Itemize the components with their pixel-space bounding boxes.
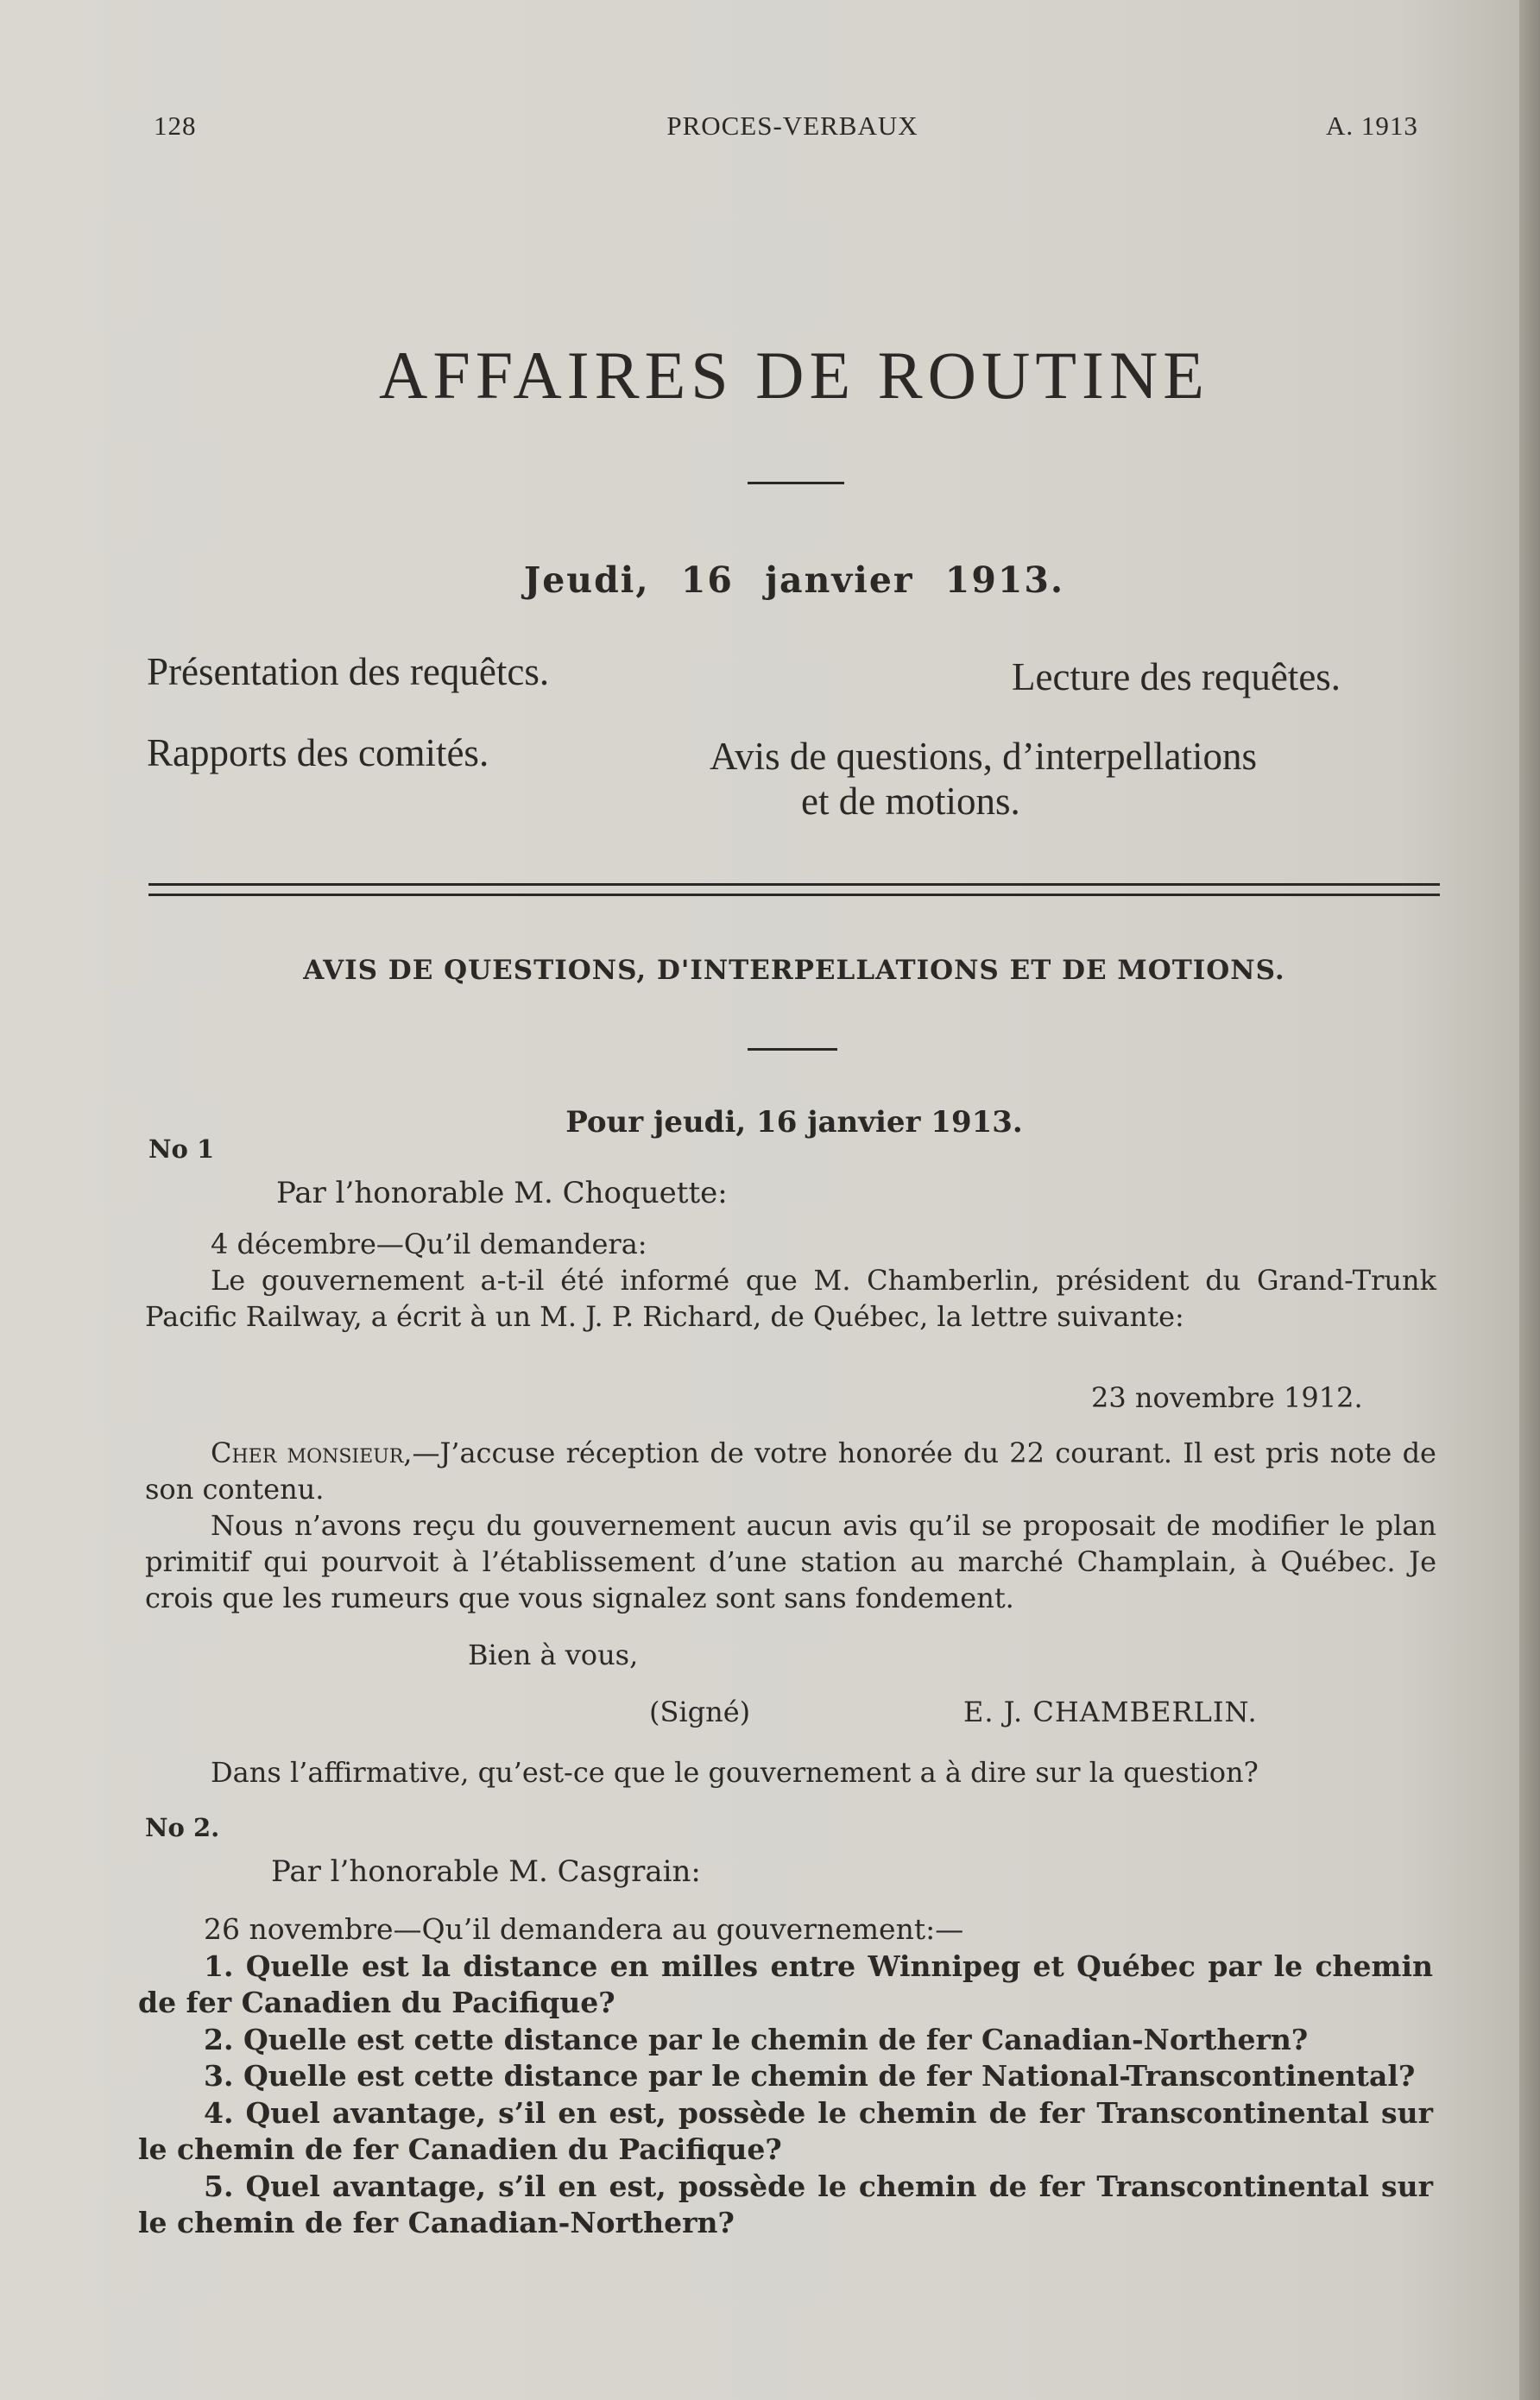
routine-item-rapports: Rapports des comités. [147,731,489,774]
question2-item-4: 4. Quel avantage, s’il en est, possède le chemin de fer Transcontinental sur le chemin de fer Canadien du Pacifique? [138,2095,1433,2166]
question1-body: Le gouvernement a-t-il été informé que M. Chamberlin, président du Grand-Trunk Pacific Railway, a écrit à un M. J. P. Richard, de Québec, la lettre suivante: [145,1264,1436,1333]
routine-item-presentation: Présentation des requêtcs. [147,650,550,693]
letter-closing: Bien à vous, [468,1639,639,1671]
letter-paragraph-2: Nous n’avons reçu du gouvernement aucun avis qu’il se proposait de modifier le plan primitif qui pourvoit à l’établissement d’une station au marché Champlain, à Québec. Je crois que les rumeurs que vous signalez sont sans fondement. [145,1509,1436,1614]
section-divider [748,1048,837,1051]
letter-salutation: Cher monsieur, [211,1437,413,1469]
question1-text [145,1226,1436,1335]
running-title: PROCES-VERBAUX [666,111,918,141]
year-code: A. 1913 [1326,111,1418,141]
letter-signatory: E. J. CHAMBERLIN. [963,1696,1258,1728]
title-divider [748,482,844,484]
section-title: AVIS DE QUESTIONS, D'INTERPELLATIONS ET DE MOTIONS. [303,955,1285,986]
question2-author: Par l’honorable M. Casgrain: [271,1854,701,1889]
routine-item-avis-line2: et de motions. [801,780,1020,823]
page-number: 128 [154,111,197,141]
question2-item-3: 3. Quelle est cette distance par le chemin de fer National-Transcontinental? [204,2059,1416,2093]
question2-text [138,1911,1433,2242]
question2-intro: 26 novembre—Qu’il demandera au gouvernement:— [204,1912,964,1946]
question1-author: Par l’honorable M. Choquette: [276,1176,728,1210]
letter-text [145,1435,1436,1616]
routine-item-lecture: Lecture des requêtes. [1012,655,1341,698]
section-double-rule [148,883,1440,896]
question-number-2: No 2. [145,1813,220,1842]
question2-item-1: 1. Quelle est la distance en milles entre Winnipeg et Québec par le chemin de fer Canadien du Pacifique? [138,1948,1433,2019]
letter-signed: (Signé) [649,1696,751,1728]
page-title: AFFAIRES DE ROUTINE [379,338,1209,413]
letter-paragraph-1-text: —J’accuse réception de votre honorée du 22 courant. Il est pris note de son contenu. [145,1437,1436,1506]
question2-item-5: 5. Quel avantage, s’il en est, possède le chemin de fer Transcontinental sur le chemin de fer Canadian-Northern? [138,2169,1433,2239]
question-number-1: No 1 [148,1134,215,1164]
session-date: Jeudi, 16 janvier 1913. [523,559,1065,601]
question1-intro: 4 décembre—Qu’il demandera: [211,1228,647,1260]
question2-item-2: 2. Quelle est cette distance par le chemin de fer Canadian-Northern? [204,2022,1309,2056]
letter-date: 23 novembre 1912. [1091,1381,1363,1414]
question1-final [145,1754,1436,1791]
pour-date: Pour jeudi, 16 janvier 1913. [565,1105,1023,1140]
routine-item-avis-line1: Avis de questions, d’interpellations [710,735,1258,778]
question1-final-text: Dans l’affirmative, qu’est-ce que le gouvernement a à dire sur la question? [211,1756,1259,1789]
letter-paragraph-1 [145,1435,1436,1507]
